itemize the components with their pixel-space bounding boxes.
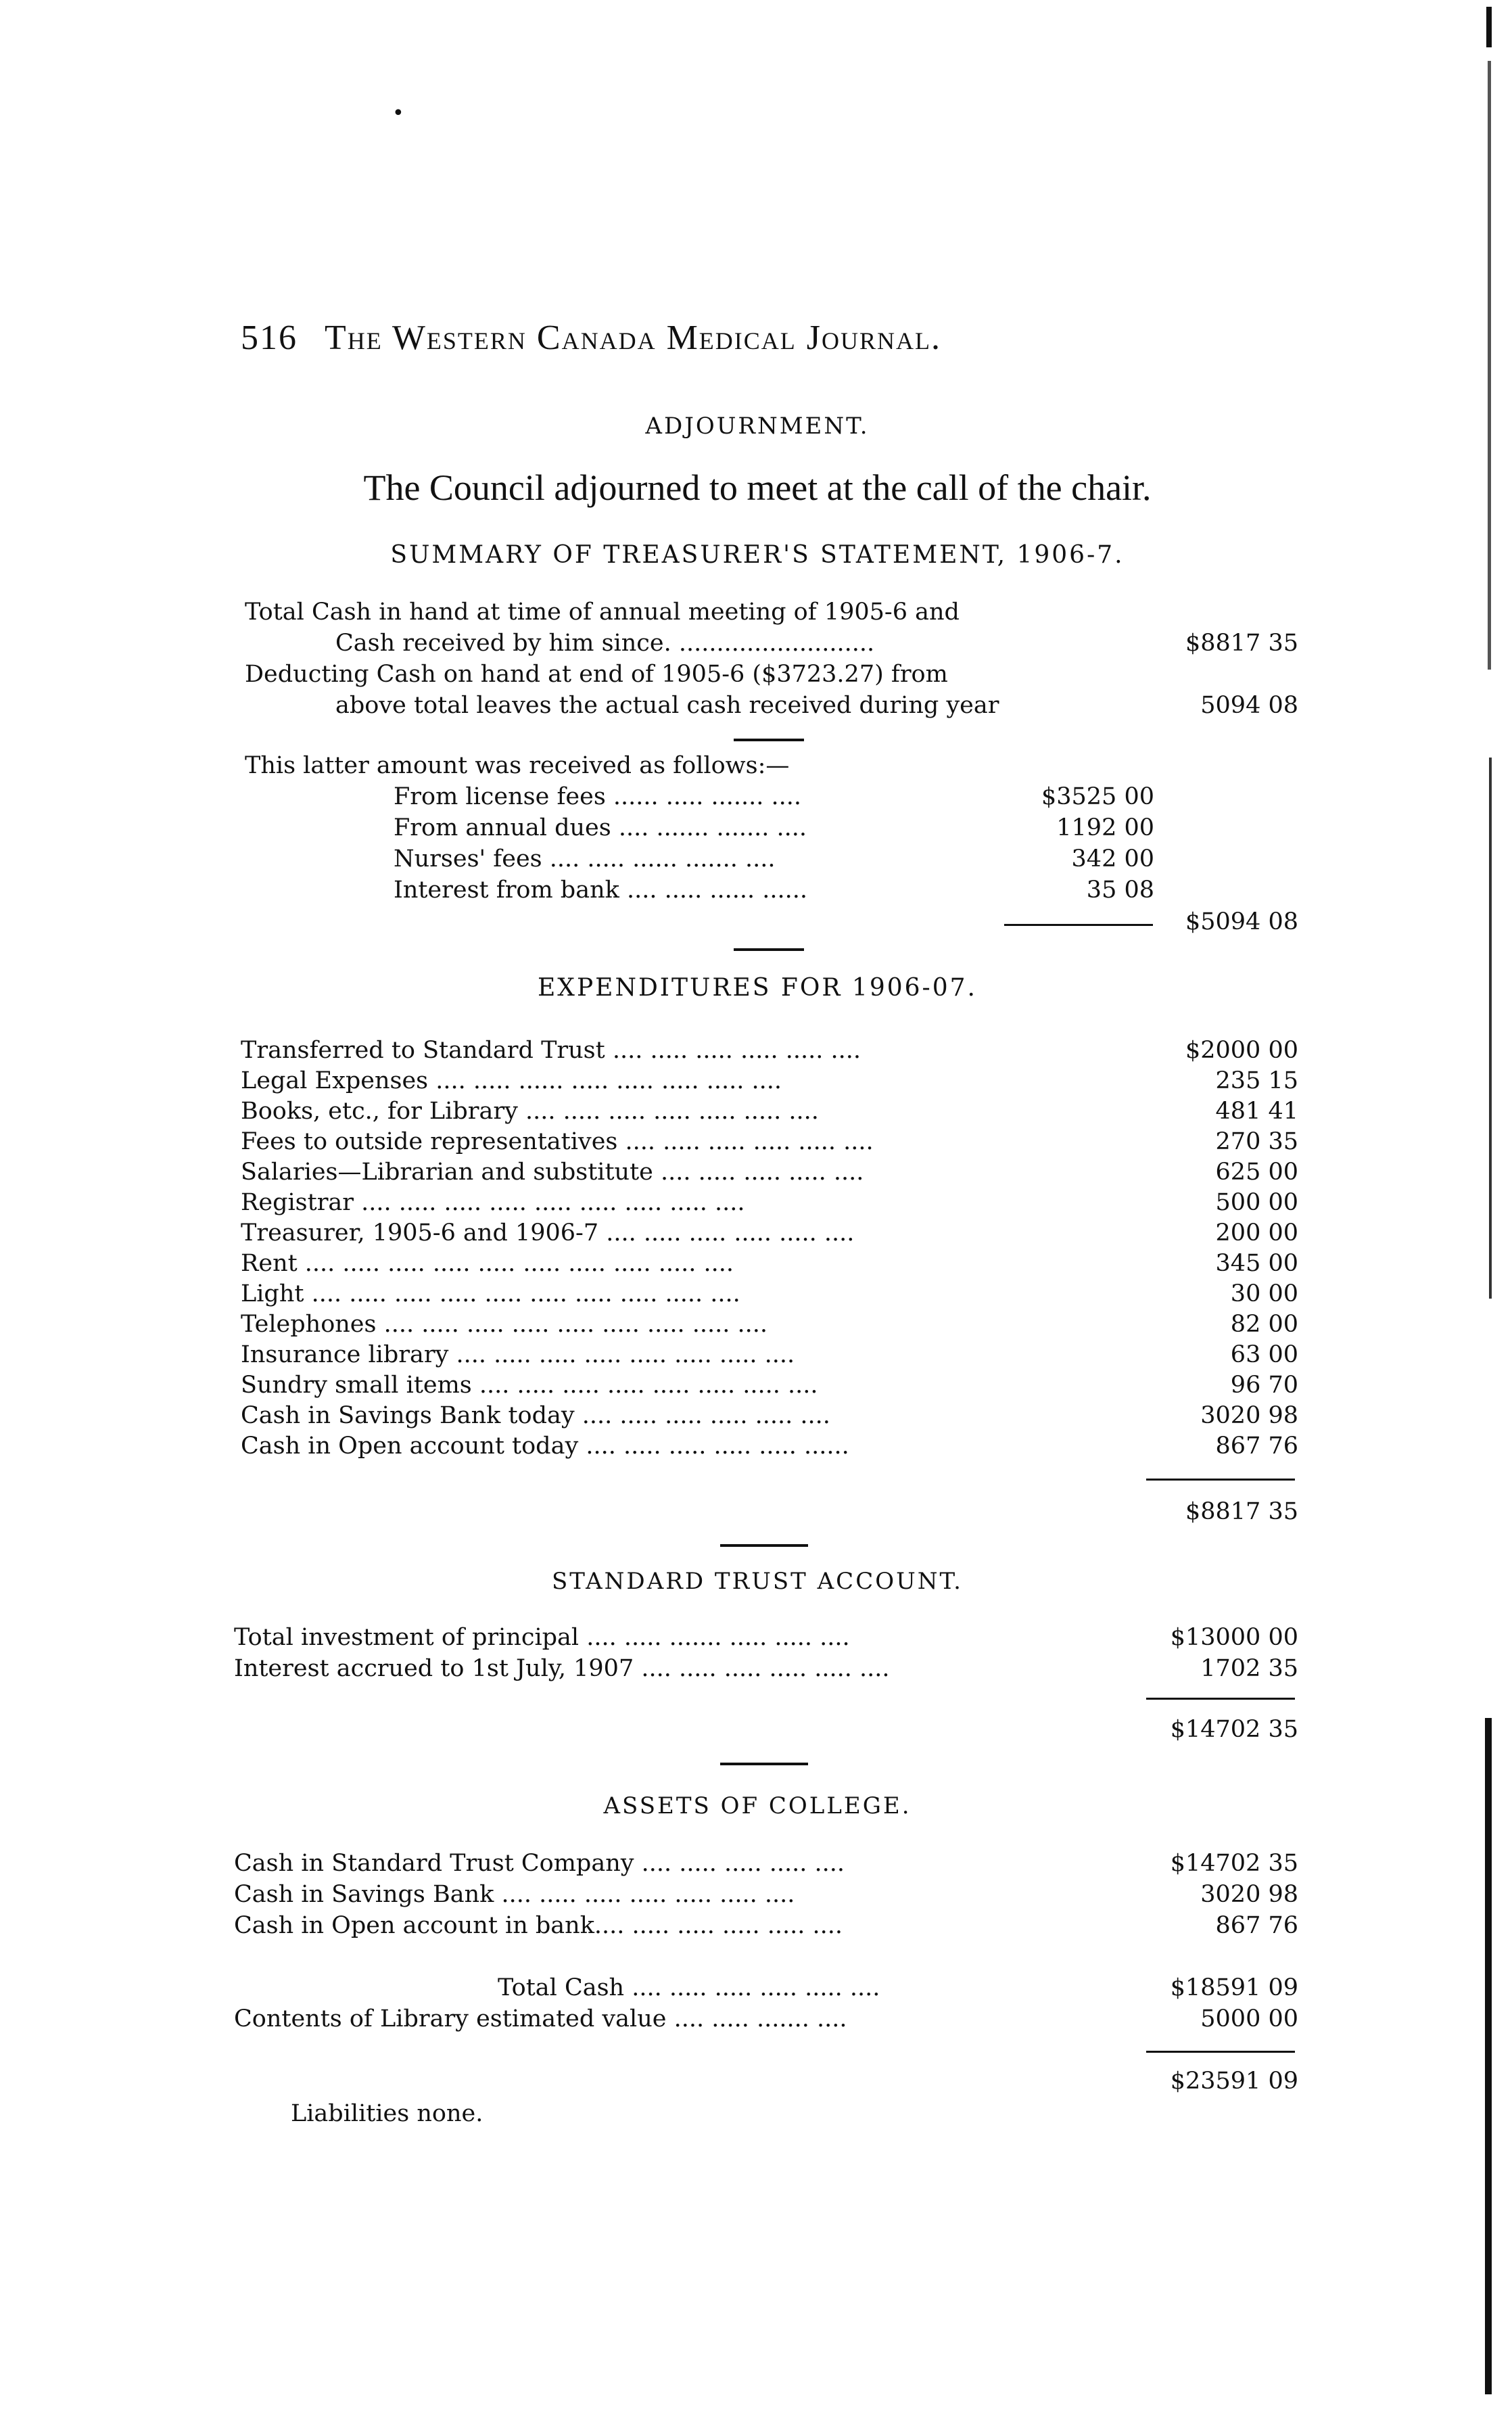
assets-heading: ASSETS OF COLLEGE. (603, 1792, 912, 1819)
ink-speck: • (392, 101, 404, 125)
standard-trust-heading: STANDARD TRUST ACCOUNT. (552, 1568, 963, 1595)
summary-line-1b: Cash received by him since. .......................... (335, 630, 875, 657)
expenditures-list: Transferred to Standard Trust .... ..... ..... ..... ..... .... $2000 00 Legal Expenses .... ..... ...... ..... ..... ..... ..... .... 235 15 Books, etc., for Library .... ..... ..... ..... ..... ..... .... 481 41 Fees to outside representatives .... ..... ..... ..... ..... .... 270 35 Salaries—Librarian and substitute .... ..... ..... ..... .... 625 00 Registrar .... ..... ..... ..... ..... ..... ..... ..... .... 500 00 Treasurer, 1905-6 and 1906-7 .... ..... ..... ..... ..... .... 200 00 Rent .... ..... ..... ..... ..... ..... ..... ..... ..... .... 345 00 Light .... ..... ..... ..... ..... ..... ..... ..... ..... .... 30 00 Telephones .... ..... ..... ..... ..... ..... ..... ..... .... 82 00 Insurance library .... ..... ..... ..... ..... ..... ..... .... 63 00 Sundry small items .... ..... ..... ..... ..... ..... ..... .... 96 70 Cash in Savings Bank today .... ..... ..... ..... ..... .... 3020 98 Cash in Open account today .... ..... ..... ..... ..... ...... 867 76 (241, 1037, 1298, 1460)
summary-heading: SUMMARY OF TREASURER'S STATEMENT, 1906-7. (390, 541, 1125, 569)
summary-amount-1: $8817 35 (1185, 630, 1298, 657)
received-list: From license fees ...... ..... ....... .... $3525 00 From annual dues .... ....... ....... .... 1192 00 Nurses' fees .... ..... ...... ....... .... 342 00 Interest from bank .... ..... ...... ...... 35 08 (394, 783, 1154, 904)
adjournment-heading: ADJOURNMENT. (645, 413, 870, 440)
subtotal-rule (1004, 924, 1153, 926)
divider (720, 1544, 808, 1547)
page-number: 516 (241, 319, 298, 357)
grand-total: $23591 09 (1170, 2068, 1298, 2095)
divider (734, 948, 804, 951)
total-cash-label: Total Cash .... ..... ..... ..... ..... .... (498, 1974, 880, 2001)
summary-line-2a: Deducting Cash on hand at end of 1905-6 ($3723.27) from (245, 661, 948, 688)
summary-line-2b: above total leaves the actual cash received during year (335, 692, 999, 719)
library-label: Contents of Library estimated value .... ..... ....... .... (234, 2005, 847, 2032)
standard-trust-total: $14702 35 (1170, 1716, 1298, 1743)
journal-title: The Western Canada Medical Journal. (325, 319, 942, 357)
total-rule (1146, 1698, 1295, 1700)
received-intro: This latter amount was received as follows:— (245, 752, 790, 779)
total-rule (1146, 1479, 1295, 1481)
page-header (241, 318, 941, 358)
liabilities-note: Liabilities none. (291, 2100, 483, 2127)
summary-amount-2: 5094 08 (1200, 692, 1298, 719)
library-amount: 5000 00 (1200, 2005, 1298, 2032)
divider (720, 1763, 808, 1765)
expenditures-total: $8817 35 (1185, 1498, 1298, 1525)
scan-edge (1478, 0, 1512, 2418)
adjournment-text: The Council adjourned to meet at the call of the chair. (363, 467, 1152, 508)
assets-list: Cash in Standard Trust Company .... ..... ..... ..... .... $14702 35 Cash in Savings Bank .... ..... ..... ..... ..... ..... .... 3020 98 Cash in Open account in bank.... ..... ..... ..... ..... .... 867 76 (234, 1850, 1298, 1939)
total-rule (1146, 2051, 1295, 2053)
divider (734, 739, 804, 741)
received-total: $5094 08 (1185, 908, 1298, 935)
total-cash-amount: $18591 09 (1170, 1974, 1298, 2001)
standard-trust-list: Total investment of principal .... ..... ....... ..... ..... .... $13000 00 Interest accrued to 1st July, 1907 .... ..... ..... ..... ..... .... 1702 35 (234, 1624, 1298, 1682)
expenditures-heading: EXPENDITURES FOR 1906-07. (538, 974, 977, 1002)
summary-line-1a: Total Cash in hand at time of annual meeting of 1905-6 and (245, 599, 960, 626)
